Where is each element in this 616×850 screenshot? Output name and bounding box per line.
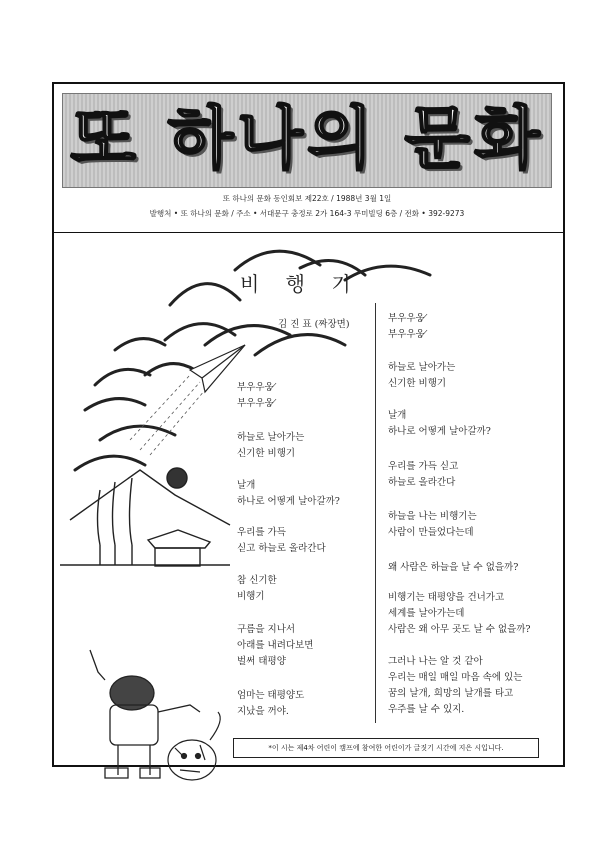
- poem-line: 싣고 하늘로 올라간다: [237, 543, 326, 554]
- poem-line: 그러나 나는 알 것 같아: [388, 656, 483, 667]
- poem-line: 하늘로 날아가는: [237, 432, 305, 443]
- stanza: [388, 560, 518, 576]
- masthead-title: 또 하나의 문화: [70, 100, 544, 179]
- stanza: [388, 311, 428, 343]
- stanza: [237, 622, 313, 670]
- poem-line: 왜 사람은 하늘을 날 수 없을까?: [388, 562, 519, 573]
- poem-line: 우주를 날 수 있지.: [388, 704, 465, 715]
- publisher-info: 발행처 • 또 하나의 문화 / 주소 • 서대문구 충정로 2가 164-3 무미빌딩 6층 / 전화 • 392-9273: [149, 209, 465, 218]
- poem-line: 부우우웅 ̸: [237, 382, 277, 393]
- poem-line: 참 신기한: [237, 575, 277, 586]
- poem-line: 신기한 비행기: [237, 448, 296, 459]
- poem-line: 하늘로 날아가는: [388, 362, 456, 373]
- issue-info: 또 하나의 문화 동인회보 제22호 / 1988년 3월 1일: [222, 194, 392, 203]
- poem-line: 세계를 날아가는데: [388, 608, 465, 619]
- stanza: [237, 478, 340, 510]
- poem-line: 사람은 왜 아무 곳도 날 수 없을까?: [388, 624, 531, 635]
- poem-line: 하나로 어떻게 날아갈까?: [237, 496, 340, 507]
- poem-line: 하나로 어떻게 날아갈까?: [388, 426, 491, 437]
- stanza: [237, 525, 326, 557]
- stanza: [237, 573, 277, 605]
- footnote: *이 시는 제4차 어린이 캠프에 참여한 어린이가 글짓기 시간에 지은 시입니다.: [233, 738, 539, 758]
- stanza: [237, 380, 277, 412]
- poem-line: 엄마는 태평양도: [237, 690, 305, 701]
- poem-line: 신기한 비행기: [388, 378, 447, 389]
- poem-line: 부우우웅 ̸: [388, 313, 428, 324]
- poem-line: 부우우웅 ̸: [237, 398, 277, 409]
- poem-line: 비행기: [237, 591, 265, 602]
- poem-line: 아래를 내려다보면: [237, 640, 314, 651]
- poem-line: 꿈의 날개, 희망의 날개를 타고: [388, 688, 514, 699]
- poem-line: 구름을 지나서: [237, 624, 296, 635]
- stanza: [237, 688, 304, 720]
- poem-line: 지났을 꺼야.: [237, 706, 289, 717]
- stanza: [388, 459, 458, 491]
- stanza: [388, 590, 531, 638]
- poem-line: 날개: [388, 410, 407, 421]
- poem-line: 우리는 매일 매일 마음 속에 있는: [388, 672, 523, 683]
- poem-line: 우리를 가득: [237, 527, 286, 538]
- landscape: [60, 468, 230, 566]
- stanza: [388, 408, 491, 440]
- stanza: [388, 654, 522, 718]
- poem-author: 김 진 표 (짜장면): [278, 319, 350, 330]
- flight-trail: [130, 375, 205, 455]
- stanza: [388, 360, 455, 392]
- poem-line: 우리를 가득 싣고: [388, 461, 459, 472]
- poem-line: 날개: [237, 480, 256, 491]
- poem-line: 하늘로 올라간다: [388, 477, 456, 488]
- stanza: [388, 509, 477, 541]
- stanza: [237, 430, 304, 462]
- poem-title: 비 행 기: [240, 272, 361, 296]
- poem-line: 벌써 태평양: [237, 656, 286, 667]
- poem-line: 사람이 만들었다는데: [388, 527, 474, 538]
- tiger-figure: [168, 712, 220, 780]
- poem-line: 부우우웅 ̸: [388, 329, 428, 340]
- poem-line: 하늘을 나는 비행기는: [388, 511, 477, 522]
- column-rule: [375, 303, 376, 723]
- poem-line: 비행기는 태평양을 건너가고: [388, 592, 505, 603]
